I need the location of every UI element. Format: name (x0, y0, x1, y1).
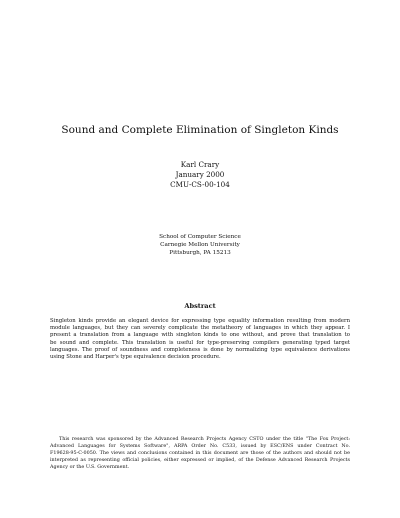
funding-footnote (50, 436, 350, 471)
abstract-line: present a translation from a language with singleton kinds to one without, and prove that translation to (50, 332, 350, 339)
affiliation-university: Carnegie Mellon University (160, 242, 240, 249)
abstract-line: module languages, but they can severely complicate the metatheory of languages in which they appear. I (50, 325, 350, 332)
footnote-line: This research was sponsored by the Advanced Research Projects Agency CSTO under the title "The Fox Project: (59, 436, 350, 442)
author-name: Karl Crary (180, 160, 220, 169)
affiliation-school: School of Computer Science (159, 234, 241, 240)
abstract-line: Singleton kinds provide an elegant device for expressing type equality information resulting from modern (50, 318, 350, 324)
affiliation-city: Pittsburgh, PA 15213 (169, 250, 231, 257)
paper-title: Sound and Complete Elimination of Singleton Kinds (61, 124, 339, 136)
footnote-line: interpreted as representing official policies, either expressed or implied, of the Defense Advanced Research Projects (50, 456, 350, 463)
abstract-line: using Stone and Harper's type equivalence decision procedure. (50, 354, 221, 361)
affiliation-block (0, 233, 400, 258)
footnote-line: Advanced Languages for Systems Software", ARPA Order No. C533, issued by ESC/ENS under Contract No. (50, 442, 350, 449)
abstract-body (50, 318, 350, 361)
report-date: January 2000 (175, 170, 225, 180)
footnote-line: Agency or the U.S. Government. (50, 463, 130, 470)
abstract-heading: Abstract (184, 302, 216, 310)
abstract-line: languages. The proof of soundness and completeness is done by normalizing type equivalence derivations (50, 346, 350, 353)
footnote-line: F19628-95-C-0050. The views and conclusions contained in this document are those of the authors and should not be (50, 449, 350, 456)
author-block (0, 160, 400, 191)
report-number: CMU-CS-00-104 (170, 180, 230, 190)
abstract-line: be sound and complete. This translation is useful for type-preserving compilers generating typed target (50, 339, 350, 346)
